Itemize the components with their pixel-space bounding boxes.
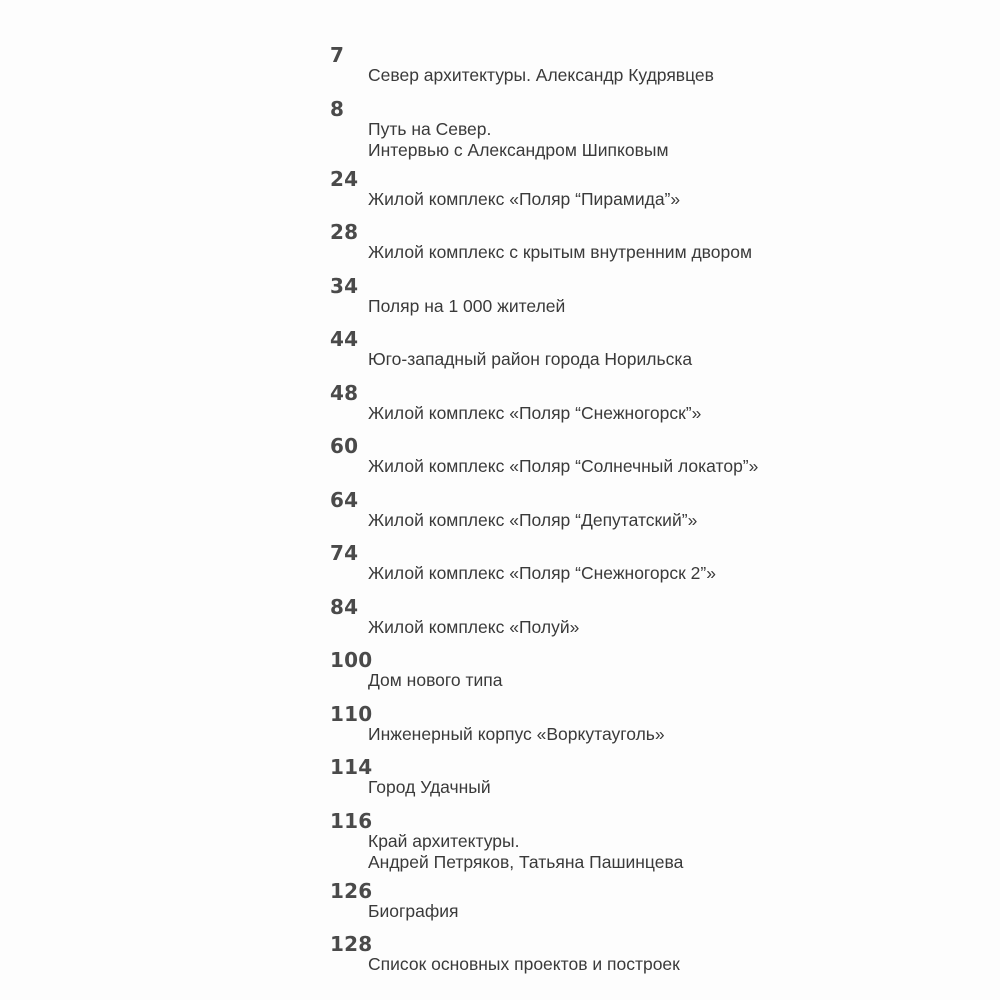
entry-title-line: Инженерный корпус «Воркутауголь» [368, 723, 665, 744]
toc-entry [330, 168, 950, 222]
page-number: 7 [330, 43, 345, 67]
page-number: 48 [330, 380, 359, 405]
page-number: 44 [330, 327, 359, 351]
entry-title [368, 563, 716, 584]
toc-entry [330, 98, 950, 168]
entry-title [368, 670, 503, 691]
entry-title [368, 510, 697, 531]
toc-entry [330, 649, 950, 703]
toc-entry [330, 542, 950, 596]
entry-title-line: Город Удачный [368, 777, 491, 797]
entry-title-line: Жилой комплекс с крытым внутренним двором [368, 242, 753, 262]
entry-title-line: Жилой комплекс «Поляр “Депутатский”» [368, 509, 698, 530]
toc-entry [330, 435, 950, 489]
page-number: 128 [330, 932, 373, 956]
toc-entry [330, 810, 950, 880]
entry-title-line: Биография [368, 900, 459, 921]
toc-entry [330, 221, 950, 275]
entry-title-line: Юго-западный район города Норильска [368, 349, 693, 369]
page-number: 34 [330, 273, 359, 298]
toc-entry [330, 933, 950, 987]
entry-title [368, 349, 692, 370]
entry-title [368, 901, 459, 922]
entry-title [368, 831, 683, 873]
toc-entry [330, 275, 950, 329]
entry-title [368, 456, 758, 477]
page-number: 100 [330, 648, 373, 672]
page-number: 114 [330, 755, 373, 779]
entry-title [368, 617, 579, 638]
entry-title [368, 954, 680, 975]
toc-entry [330, 328, 950, 382]
toc-entry [330, 489, 950, 543]
page-number: 126 [330, 878, 373, 903]
entry-title [368, 189, 680, 210]
page-number: 110 [330, 701, 373, 726]
toc-entry [330, 382, 950, 436]
page-number: 24 [330, 166, 359, 191]
entry-title-line: Дом нового типа [368, 670, 503, 690]
entry-title-line: Жилой комплекс «Поляр “Снежногорск 2”» [368, 563, 716, 583]
table-of-contents [330, 44, 950, 987]
page-number: 64 [330, 487, 359, 512]
page-number: 116 [330, 808, 373, 833]
entry-title-line: Жилой комплекс «Поляр “Солнечный локатор”» [368, 456, 759, 476]
page-number: 74 [330, 541, 359, 565]
toc-entry [330, 756, 950, 810]
toc-entry [330, 703, 950, 757]
entry-title-line: Путь на Север. [368, 118, 492, 139]
entry-title [368, 242, 752, 263]
page-number: 28 [330, 220, 359, 244]
entry-title-line: Край архитектуры. [368, 830, 520, 851]
entry-title-line: Андрей Петряков, Татьяна Пашинцева [368, 851, 684, 872]
entry-title-line: Поляр на 1 000 жителей [368, 295, 566, 316]
page-number: 60 [330, 434, 359, 458]
entry-title [368, 65, 714, 86]
entry-title [368, 119, 669, 161]
entry-title [368, 777, 491, 798]
entry-title-line: Жилой комплекс «Поляр “Снежногорск”» [368, 402, 702, 423]
toc-entry [330, 880, 950, 934]
toc-entry [330, 44, 950, 98]
toc-entry [330, 596, 950, 650]
entry-title-line: Список основных проектов и построек [368, 954, 680, 974]
page-number: 84 [330, 594, 359, 619]
page-number: 8 [330, 96, 345, 121]
entry-title [368, 296, 565, 317]
entry-title-line: Север архитектуры. Александр Кудрявцев [368, 65, 714, 85]
entry-title [368, 403, 701, 424]
entry-title [368, 724, 665, 745]
entry-title-line: Жилой комплекс «Поляр “Пирамида”» [368, 188, 681, 209]
entry-title-line: Интервью с Александром Шипковым [368, 139, 669, 160]
entry-title-line: Жилой комплекс «Полуй» [368, 616, 580, 637]
